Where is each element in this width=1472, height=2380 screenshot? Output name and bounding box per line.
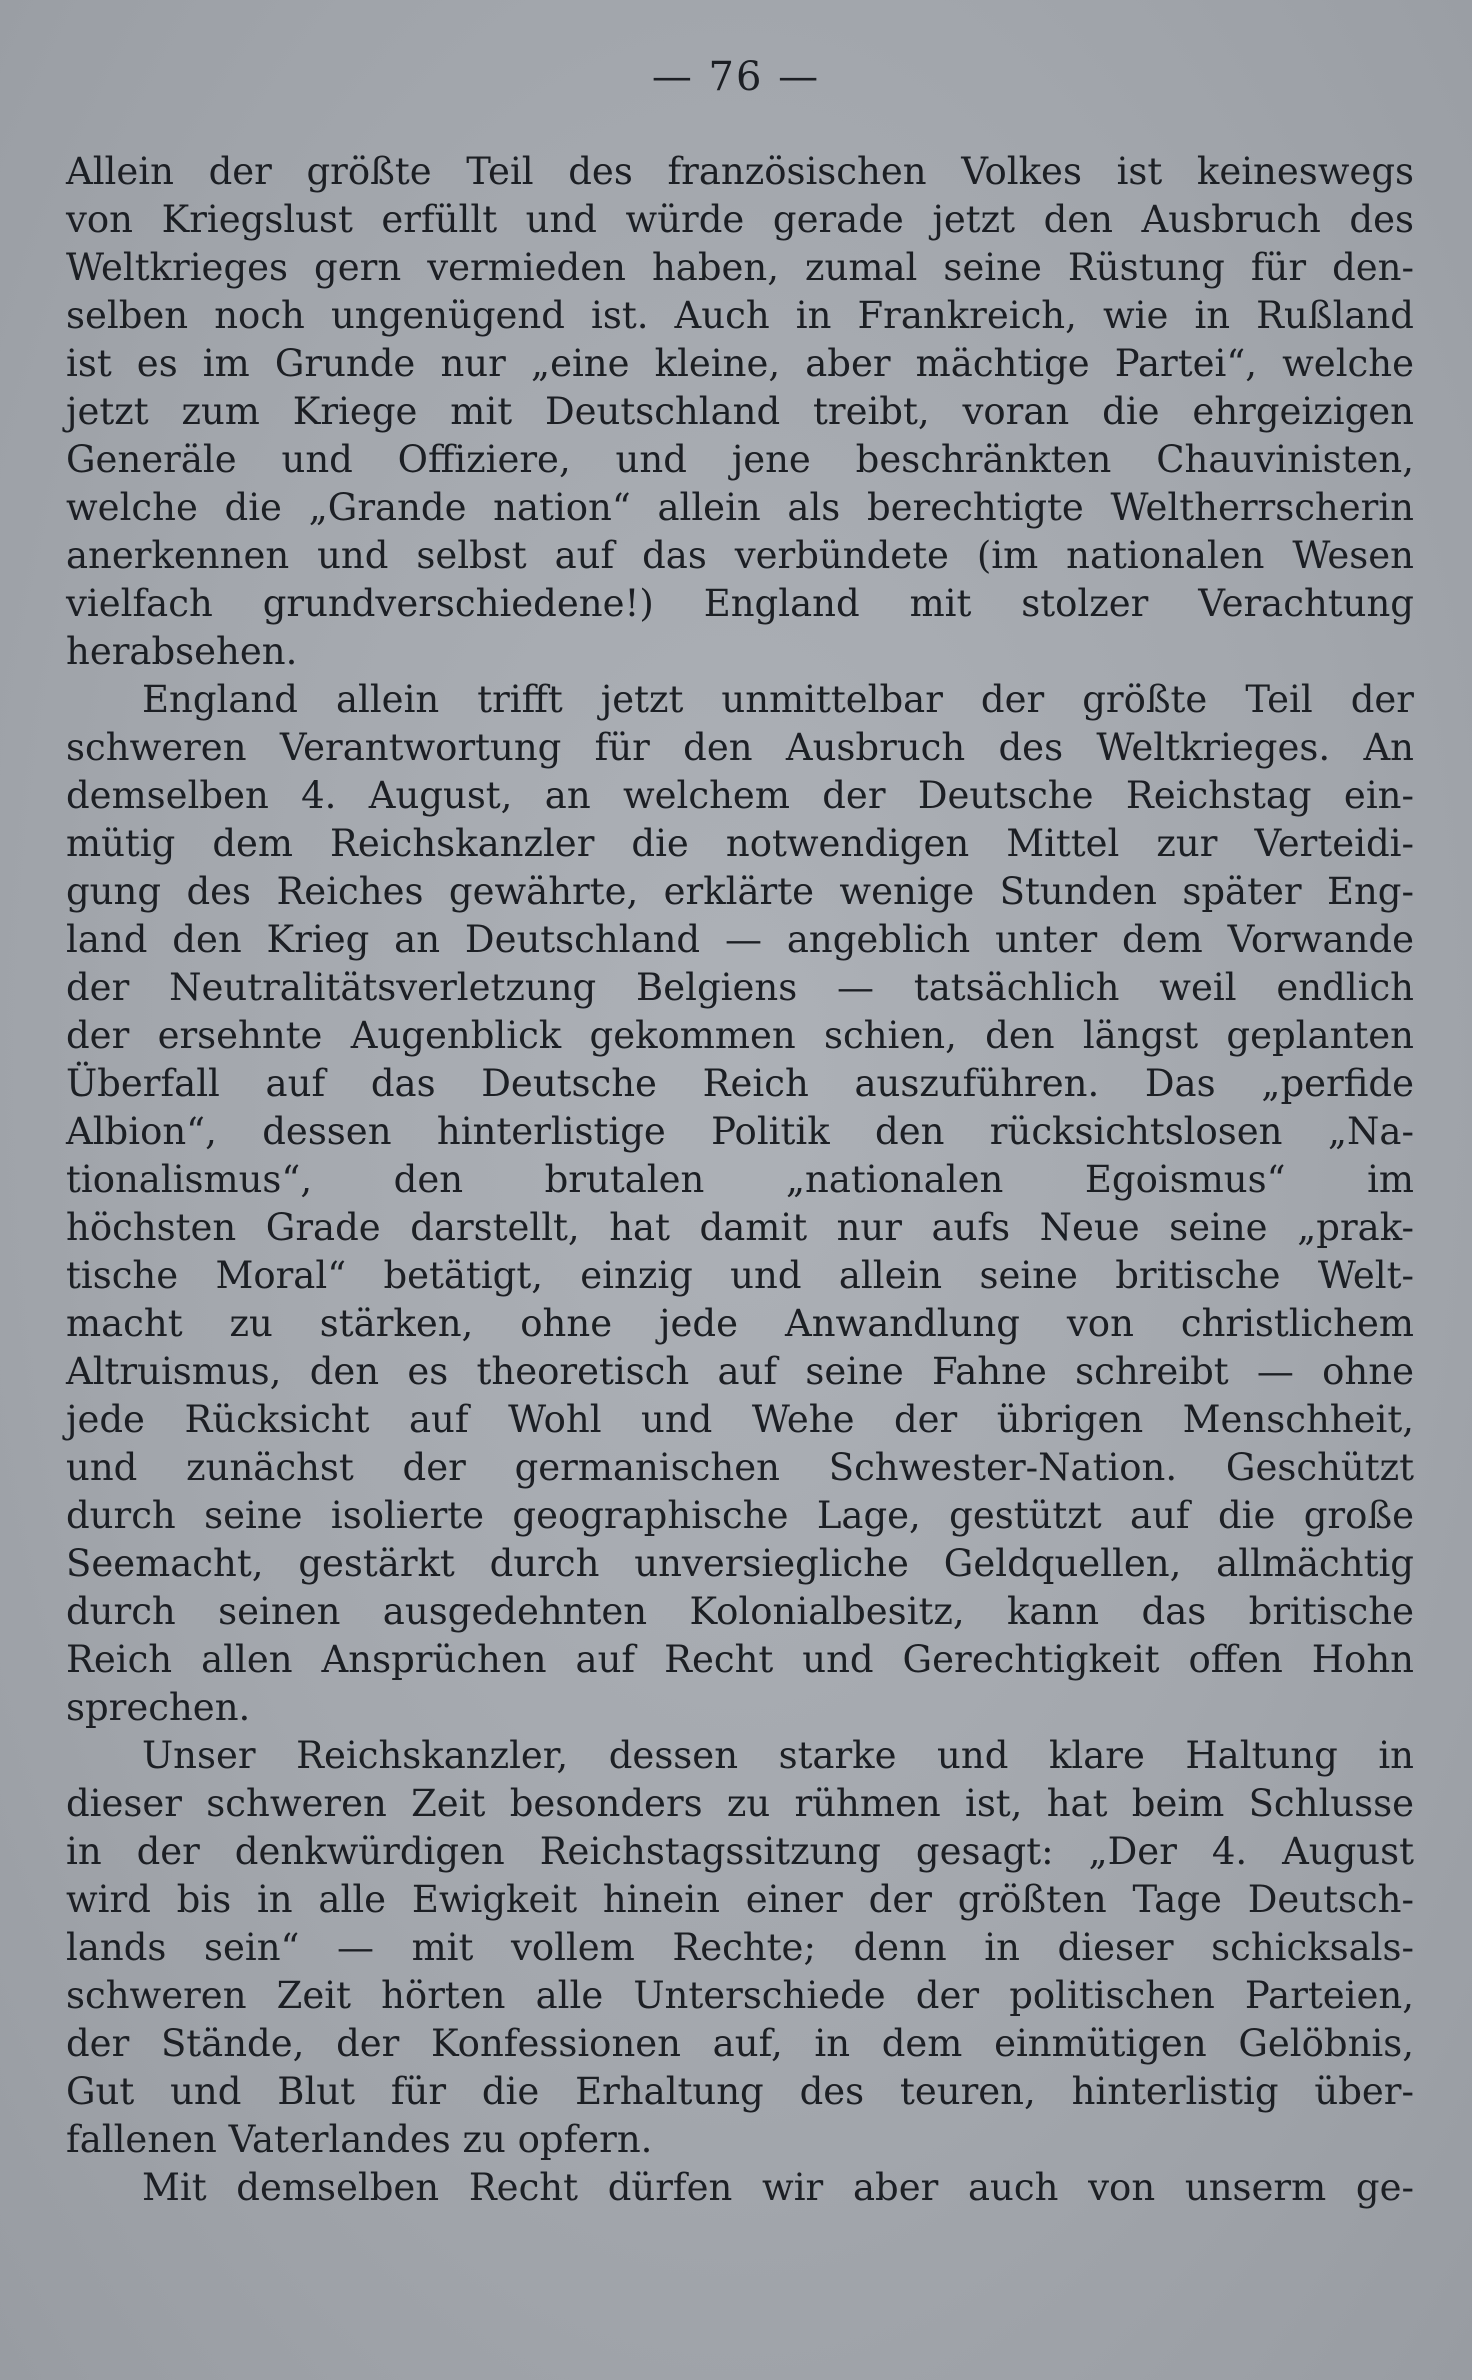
text-line: schweren Verantwortung für den Ausbruch des Weltkrieges. An [66, 726, 1414, 769]
text-line: selben noch ungenügend ist. Auch in Frankreich, wie in Rußland [66, 294, 1414, 337]
text-line: vielfach grundverschiedene!) England mit stolzer Verachtung [66, 582, 1414, 625]
text-line: durch seinen ausgedehnten Kolonialbesitz, kann das britische [66, 1590, 1414, 1633]
body-text [66, 148, 1414, 2212]
text-line: welche die „Grande nation“ allein als berechtigte Weltherrscherin [66, 486, 1414, 529]
paragraph-4 [66, 2164, 1414, 2212]
text-line: England allein trifft jetzt unmittelbar der größte Teil der [142, 678, 1414, 721]
text-line: anerkennen und selbst auf das verbündete (im nationalen Wesen [66, 534, 1414, 577]
text-line: Unser Reichskanzler, dessen starke und klare Haltung in [142, 1734, 1414, 1777]
text-line: lands sein“ — mit vollem Rechte; denn in dieser schicksals- [66, 1926, 1414, 1969]
text-line: Albion“, dessen hinterlistige Politik den rücksichtslosen „Na- [66, 1110, 1414, 1153]
text-line: wird bis in alle Ewigkeit hinein einer der größten Tage Deutsch- [66, 1878, 1414, 1921]
text-line: demselben 4. August, an welchem der Deutsche Reichstag ein- [66, 774, 1414, 817]
text-line: Überfall auf das Deutsche Reich auszuführen. Das „perfide [66, 1062, 1414, 1105]
text-line: höchsten Grade darstellt, hat damit nur aufs Neue seine „prak- [66, 1206, 1414, 1249]
text-line: der Neutralitätsverletzung Belgiens — tatsächlich weil endlich [66, 966, 1414, 1009]
text-line: Reich allen Ansprüchen auf Recht und Gerechtigkeit offen Hohn [66, 1638, 1414, 1681]
text-line: herabsehen. [66, 630, 298, 673]
text-line: Allein der größte Teil des französischen Volkes ist keineswegs [66, 150, 1414, 193]
text-line: schweren Zeit hörten alle Unterschiede der politischen Parteien, [66, 1974, 1414, 2017]
text-line: von Kriegslust erfüllt und würde gerade jetzt den Ausbruch des [66, 198, 1414, 241]
text-line: in der denkwürdigen Reichstagssitzung gesagt: „Der 4. August [66, 1830, 1414, 1873]
page-number: — 76 — [651, 54, 821, 100]
text-line: sprechen. [66, 1686, 251, 1729]
text-line: mütig dem Reichskanzler die notwendigen Mittel zur Verteidi- [66, 822, 1414, 865]
text-line: der ersehnte Augenblick gekommen schien, den längst geplanten [66, 1014, 1414, 1057]
text-line: macht zu stärken, ohne jede Anwandlung von christlichem [66, 1302, 1414, 1345]
text-line: jetzt zum Kriege mit Deutschland treibt, voran die ehrgeizigen [66, 390, 1414, 433]
text-line: Seemacht, gestärkt durch unversiegliche Geldquellen, allmächtig [66, 1542, 1414, 1585]
text-line: dieser schweren Zeit besonders zu rühmen ist, hat beim Schlusse [66, 1782, 1414, 1825]
text-line: Generäle und Offiziere, und jene beschränkten Chauvinisten, [66, 438, 1414, 481]
text-line: jede Rücksicht auf Wohl und Wehe der übrigen Menschheit, [66, 1398, 1414, 1441]
text-line: Altruismus, den es theoretisch auf seine Fahne schreibt — ohne [66, 1350, 1414, 1393]
text-line: durch seine isolierte geographische Lage, gestützt auf die große [66, 1494, 1414, 1537]
text-line: tische Moral“ betätigt, einzig und allein seine britische Welt- [66, 1254, 1414, 1297]
text-line: Mit demselben Recht dürfen wir aber auch von unserm ge- [142, 2166, 1414, 2209]
text-line: land den Krieg an Deutschland — angeblich unter dem Vorwande [66, 918, 1414, 961]
paragraph-3 [66, 1732, 1414, 2164]
text-line: Gut und Blut für die Erhaltung des teuren, hinterlistig über- [66, 2070, 1414, 2113]
paragraph-2 [66, 676, 1414, 1732]
text-line: Weltkrieges gern vermieden haben, zumal seine Rüstung für den- [66, 246, 1414, 289]
text-line: ist es im Grunde nur „eine kleine, aber mächtige Partei“, welche [66, 342, 1414, 385]
text-line: fallenen Vaterlandes zu opfern. [66, 2118, 653, 2161]
text-line: und zunächst der germanischen Schwester-Nation. Geschützt [66, 1446, 1414, 1489]
text-line: tionalismus“, den brutalen „nationalen Egoismus“ im [66, 1158, 1414, 1201]
text-line: gung des Reiches gewährte, erklärte wenige Stunden später Eng- [66, 870, 1414, 913]
paragraph-1 [66, 148, 1414, 676]
text-line: der Stände, der Konfessionen auf, in dem einmütigen Gelöbnis, [66, 2022, 1414, 2065]
